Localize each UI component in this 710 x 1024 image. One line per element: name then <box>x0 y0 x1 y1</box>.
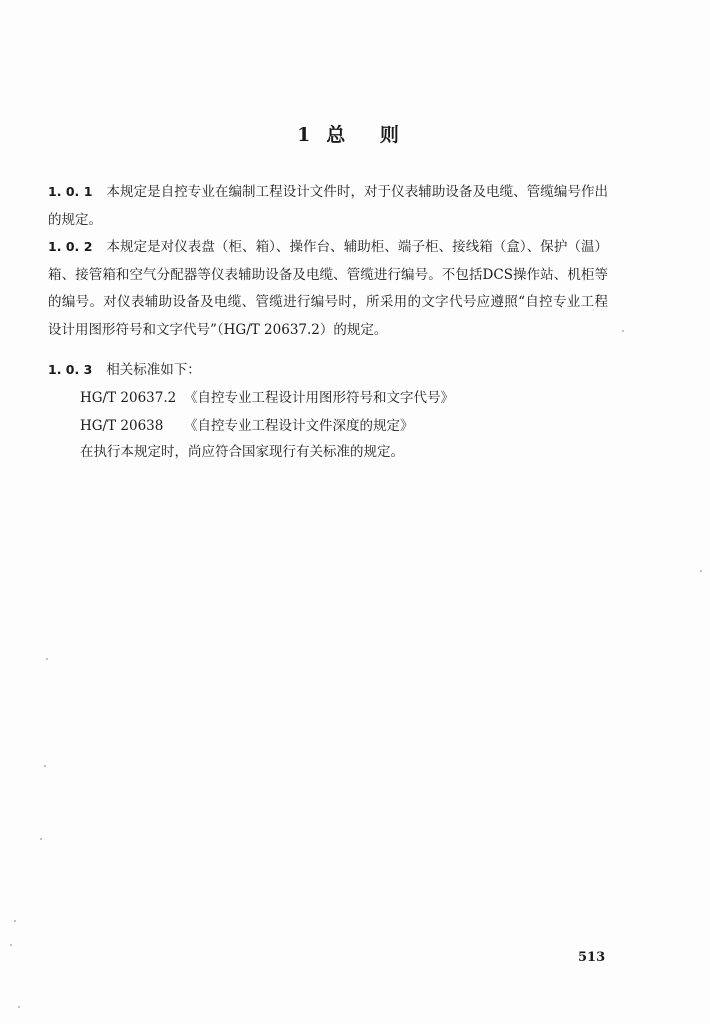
scan-speck <box>10 944 12 946</box>
reference-title: 《自控专业工程设计文件深度的规定》 <box>184 418 414 434</box>
scan-speck <box>40 838 42 840</box>
scan-speck <box>44 765 46 767</box>
scan-speck <box>18 1006 20 1008</box>
scan-speck <box>46 658 48 660</box>
reference-item <box>80 414 414 438</box>
clause-text: 本规定是对仪表盘（柜、箱）、操作台、辅助柜、端子柜、接线箱（盒）、保护（温）箱、接管箱和空气分配器等仪表辅助设备及电缆、管缆进行编号。不包括DCS操作站、机柜等的编号。对仪表辅助设备及电缆、管缆进行编号时，所采用的文字代号应遵照“自控专业工程设计用图形符号和文字代号”（HG/T 20637.2）的规定。 <box>48 239 608 338</box>
chapter-title <box>0 120 710 147</box>
clause-number: 1. 0. 1 <box>48 184 93 199</box>
reference-title: 《自控专业工程设计用图形符号和文字代号》 <box>184 390 454 406</box>
clause-text: 本规定是自控专业在编制工程设计文件时，对于仪表辅助设备及电缆、管缆编号作出的规定。 <box>48 184 608 228</box>
scan-speck <box>700 570 702 572</box>
chapter-number: 1 <box>297 124 313 146</box>
clause-1-0-1 <box>48 178 608 234</box>
clause-number: 1. 0. 3 <box>48 362 93 377</box>
scan-speck <box>622 330 624 332</box>
reference-code: HG/T 20638 <box>80 418 164 434</box>
clause-text: 相关标准如下： <box>106 362 201 378</box>
scan-speck <box>14 920 16 922</box>
reference-item <box>80 386 454 410</box>
page-number: 513 <box>578 950 606 965</box>
clause-1-0-3 <box>48 356 608 385</box>
chapter-title-text: 总 则 <box>326 124 413 146</box>
clause-number: 1. 0. 2 <box>48 239 93 254</box>
reference-code: HG/T 20637.2 <box>80 390 177 406</box>
closing-statement: 在执行本规定时，尚应符合国家现行有关标准的规定。 <box>80 444 404 460</box>
clause-1-0-2 <box>48 233 608 344</box>
